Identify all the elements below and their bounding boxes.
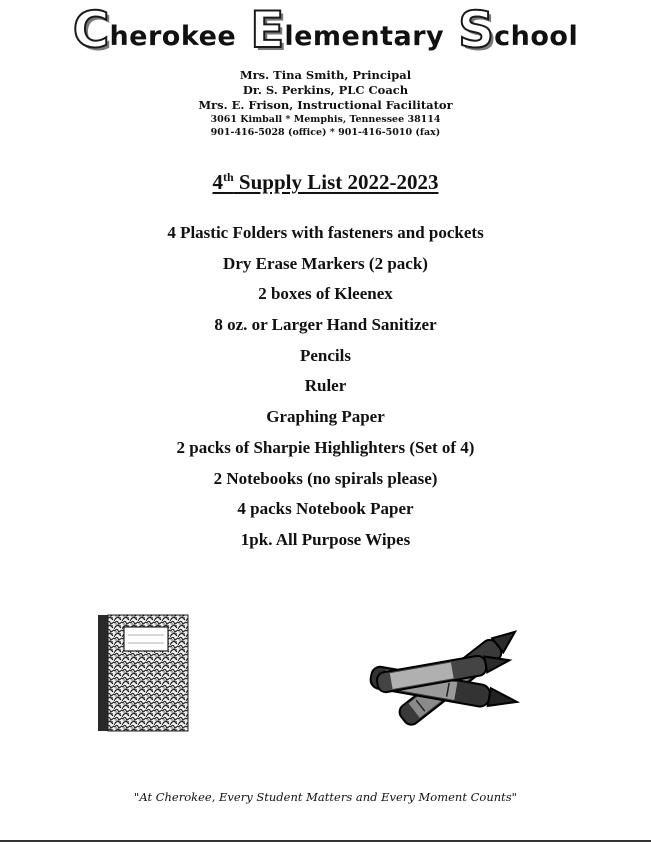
supply-item: Graphing Paper <box>266 407 385 427</box>
title-initial: S <box>458 1 495 59</box>
school-phones: 901-416-5028 (office) * 901-416-5010 (fax) <box>210 127 441 138</box>
title-word-rest: lementary <box>284 21 445 52</box>
supply-item: 1pk. All Purpose Wipes <box>240 529 411 549</box>
supply-item: 2 packs of Sharpie Highlighters (Set of 4) <box>176 437 475 457</box>
title-initial: C <box>72 1 110 59</box>
supply-item: Dry Erase Markers (2 pack) <box>223 253 428 273</box>
supply-list <box>0 218 651 556</box>
facilitator-line: Mrs. E. Frison, Instructional Facilitator <box>198 98 453 112</box>
plc-coach-line: Dr. S. Perkins, PLC Coach <box>242 83 409 97</box>
supply-item: 2 boxes of Kleenex <box>258 284 393 304</box>
supply-item: 2 Notebooks (no spirals please) <box>213 468 438 488</box>
title-word-rest: herokee <box>109 21 237 52</box>
supply-item: 4 packs Notebook Paper <box>237 499 414 519</box>
title-initial: E <box>250 1 285 59</box>
list-title <box>0 170 651 195</box>
school-address: 3061 Kimball * Memphis, Tennessee 38114 <box>210 114 441 125</box>
supply-item: 8 oz. or Larger Hand Sanitizer <box>214 315 437 335</box>
supply-item: Ruler <box>304 376 347 396</box>
principal-line: Mrs. Tina Smith, Principal <box>239 68 412 82</box>
title-word-rest: chool <box>494 21 579 52</box>
crayons-icon <box>360 620 540 730</box>
school-title <box>0 1 651 59</box>
composition-notebook-icon <box>98 613 190 733</box>
supply-item: 4 Plastic Folders with fasteners and pockets <box>167 223 484 242</box>
list-title-text: Supply List 2022-2023 <box>233 170 439 194</box>
school-header <box>0 68 651 139</box>
title-word <box>72 1 237 59</box>
bottom-divider <box>0 840 651 842</box>
school-motto: "At Cherokee, Every Student Matters and Every Moment Counts" <box>134 790 517 804</box>
title-word <box>458 1 579 59</box>
grade-number: 4 <box>212 170 223 194</box>
supply-item: Pencils <box>300 345 351 365</box>
grade-suffix: th <box>223 170 234 184</box>
title-word <box>250 1 445 59</box>
